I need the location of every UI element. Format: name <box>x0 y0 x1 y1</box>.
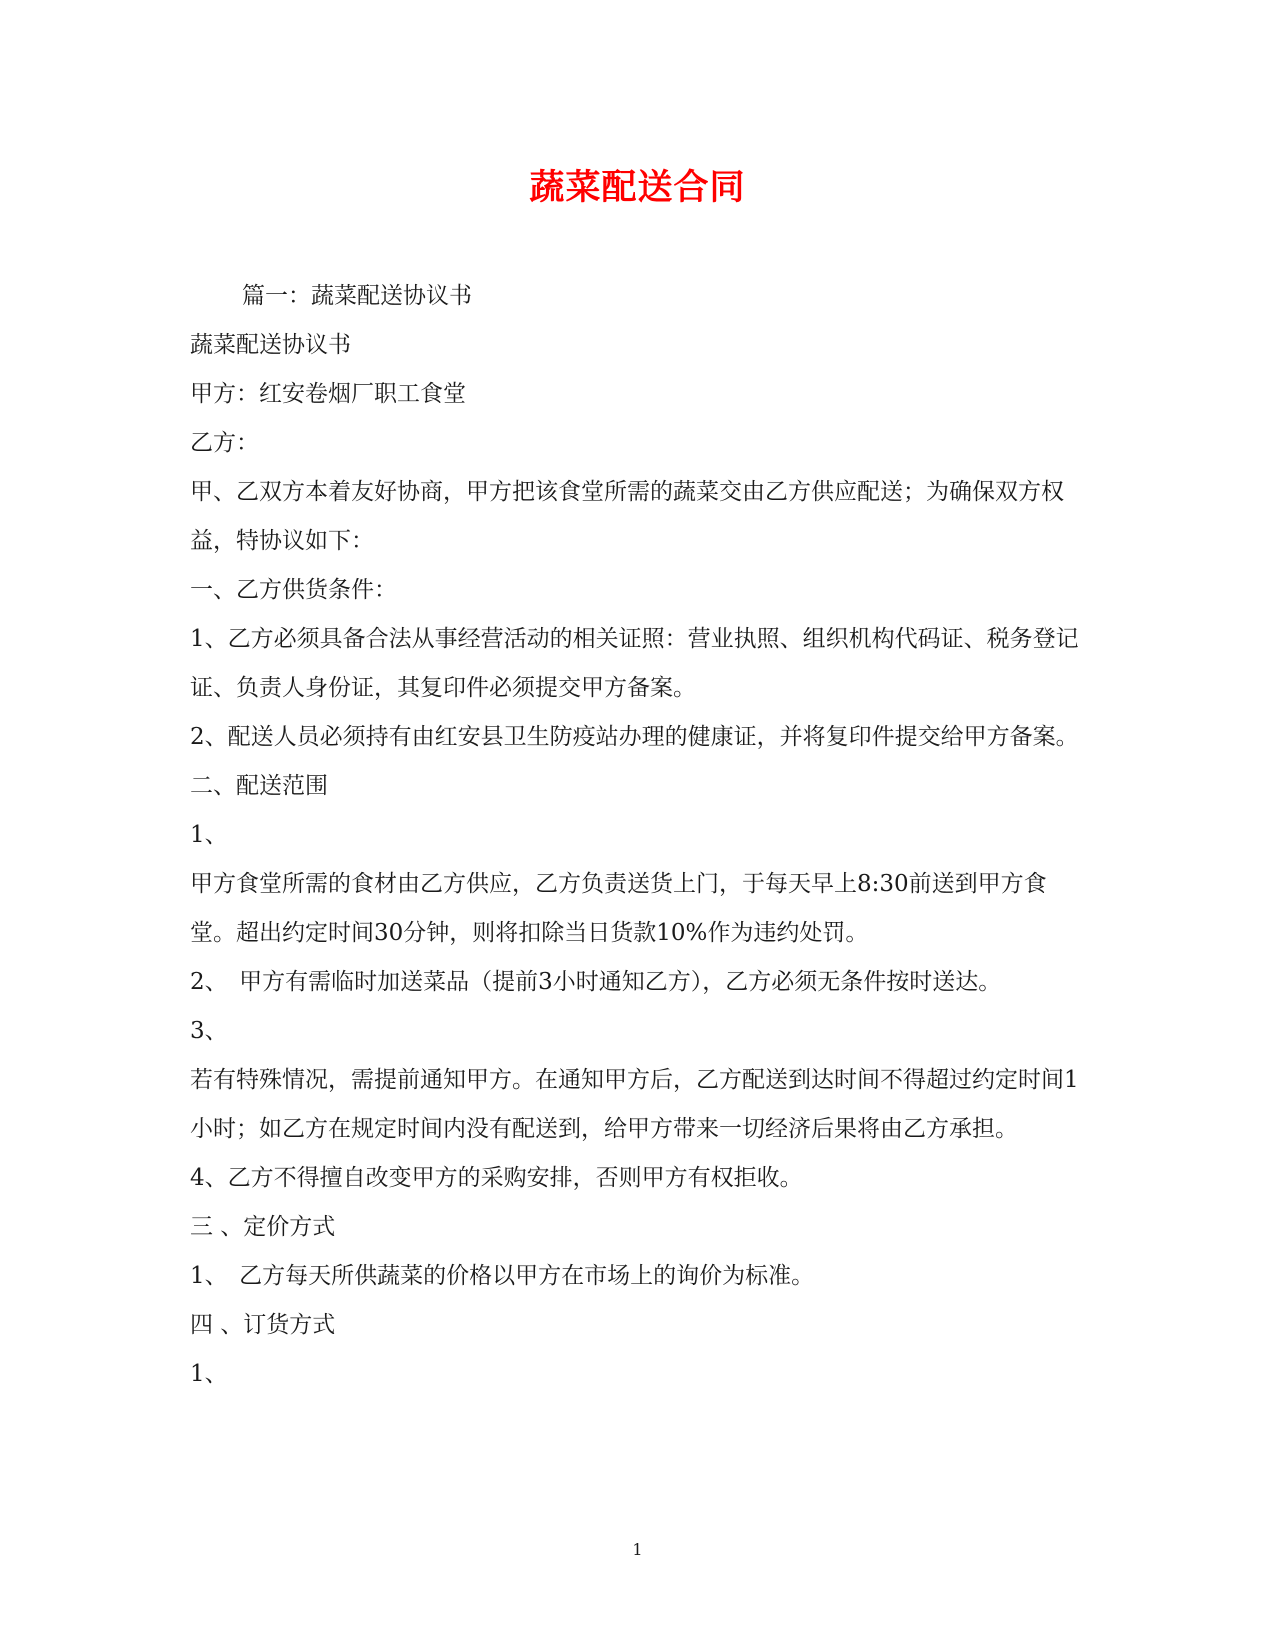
page-number: 1 <box>632 1540 643 1559</box>
paragraph: 3、 <box>190 1018 228 1044</box>
paragraph: 甲方食堂所需的食材由乙方供应，乙方负责送货上门，于每天早上8:30前送到甲方食堂。超出约定时间30分钟，则将扣除当日货款10%作为违约处罚。 <box>190 871 1047 946</box>
paragraph: 乙方： <box>190 430 259 456</box>
paragraph: 三 、定价方式 <box>190 1214 336 1240</box>
section-heading: 篇一：蔬菜配送协议书 <box>242 283 472 309</box>
document-title: 蔬菜配送合同 <box>529 167 746 208</box>
paragraph: 若有特殊情况，需提前通知甲方。在通知甲方后，乙方配送到达时间不得超过约定时间1小时；如乙方在规定时间内没有配送到，给甲方带来一切经济后果将由乙方承担。 <box>190 1067 1079 1142</box>
paragraph: 1、乙方必须具备合法从事经营活动的相关证照：营业执照、组织机构代码证、税务登记证、负责人身份证，其复印件必须提交甲方备案。 <box>190 626 1079 701</box>
paragraph: 二、配送范围 <box>190 773 328 799</box>
paragraph: 甲、乙双方本着友好协商，甲方把该食堂所需的蔬菜交由乙方供应配送；为确保双方权益，特协议如下： <box>190 479 1064 554</box>
paragraph: 甲方：红安卷烟厂职工食堂 <box>190 381 466 407</box>
paragraph: 1、 乙方每天所供蔬菜的价格以甲方在市场上的询价为标准。 <box>190 1263 815 1289</box>
paragraph: 1、 <box>190 822 228 848</box>
paragraph: 4、乙方不得擅自改变甲方的采购安排，否则甲方有权拒收。 <box>190 1165 803 1191</box>
paragraph: 四 、订货方式 <box>190 1312 336 1338</box>
paragraph: 蔬菜配送协议书 <box>190 332 351 358</box>
paragraph: 2、 甲方有需临时加送菜品（提前3小时通知乙方），乙方必须无条件按时送达。 <box>190 969 1002 995</box>
paragraph: 一、乙方供货条件： <box>190 577 397 603</box>
document-body <box>190 272 1080 1399</box>
paragraph: 1、 <box>190 1361 228 1387</box>
paragraph: 2、配送人员必须持有由红安县卫生防疫站办理的健康证，并将复印件提交给甲方备案。 <box>190 724 1079 750</box>
